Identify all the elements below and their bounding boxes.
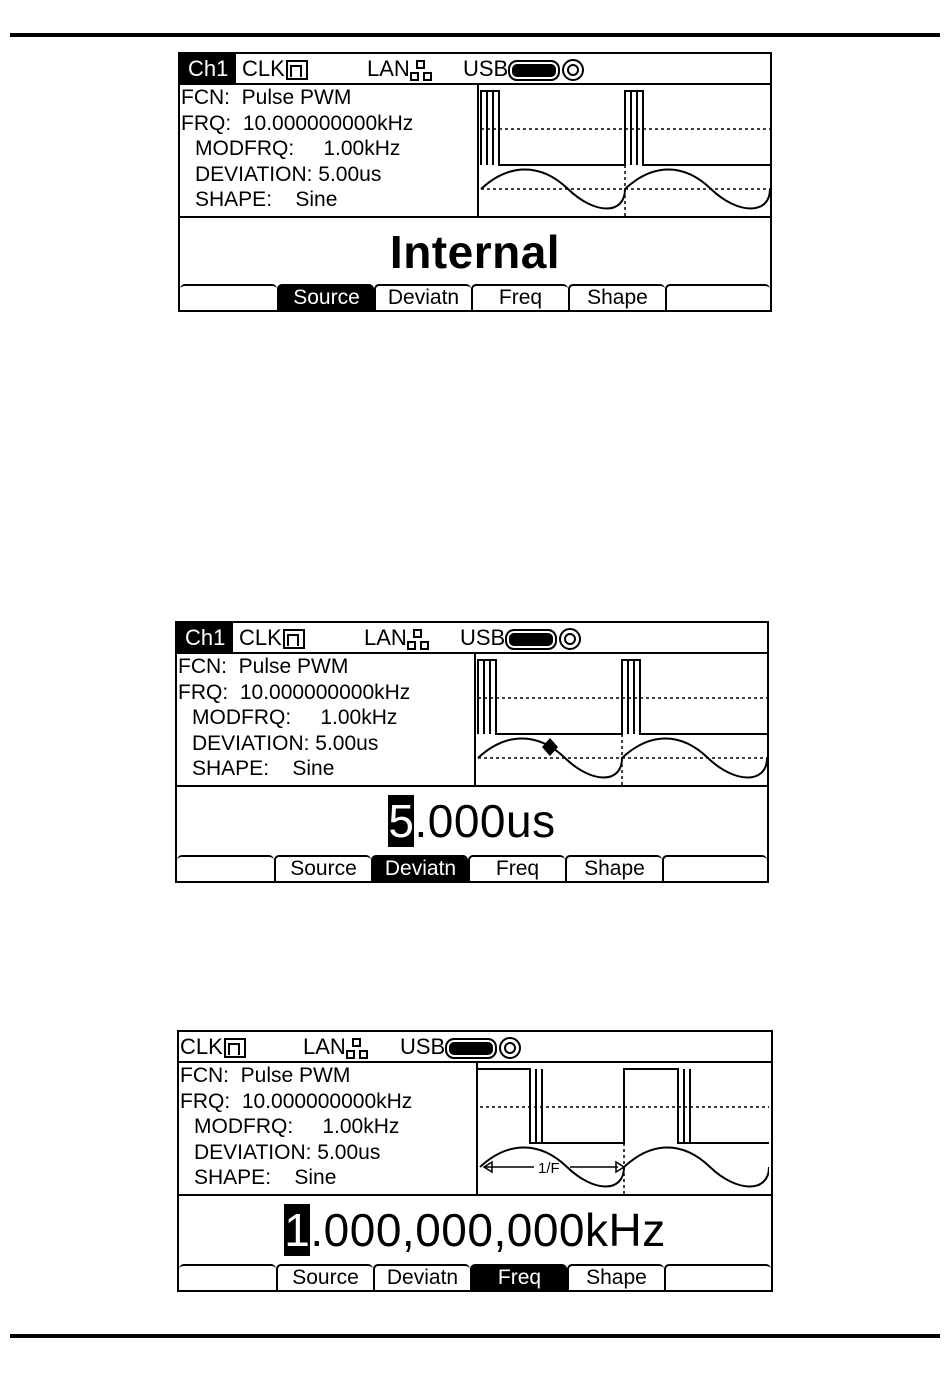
usb-ring-icon xyxy=(562,59,584,81)
clk-label: CLK xyxy=(239,623,305,652)
period-label: 1/F xyxy=(538,1160,560,1177)
waveform-preview xyxy=(476,654,767,785)
softkey-shape[interactable]: Shape xyxy=(568,284,665,310)
lcd-screen-source xyxy=(178,52,772,312)
lan-label: LAN xyxy=(367,54,432,83)
softkey-freq[interactable]: Freq xyxy=(468,855,565,881)
entry-value: .000us xyxy=(414,795,556,847)
usb-label: USB xyxy=(463,54,584,83)
deviation-value: DEVIATION: 5.00us xyxy=(192,731,379,755)
clock-pulse-icon xyxy=(283,629,305,649)
lan-network-icon xyxy=(407,629,429,649)
softkey-source[interactable]: Source xyxy=(274,855,371,881)
waveform-preview xyxy=(479,85,770,216)
fcn-value: FCN: Pulse PWM xyxy=(178,655,349,678)
value-display xyxy=(180,216,770,286)
softkey-shape[interactable]: Shape xyxy=(565,855,662,881)
modfrq-value: MODFRQ: 1.00kHz xyxy=(195,137,401,160)
softkey-blank-left[interactable] xyxy=(179,1264,276,1290)
shape-value: SHAPE: Sine xyxy=(192,757,335,780)
softkey-freq[interactable]: Freq xyxy=(470,1264,567,1290)
frq-value: FRQ: 10.000000000kHz xyxy=(180,1089,413,1113)
softkey-blank-right[interactable] xyxy=(662,855,767,881)
softkey-deviatn[interactable]: Deviatn xyxy=(371,855,468,881)
softkey-blank-right[interactable] xyxy=(665,284,770,310)
channel-badge[interactable]: Ch1 xyxy=(177,623,233,652)
lan-network-icon xyxy=(346,1038,368,1058)
softkey-blank-left[interactable] xyxy=(180,284,277,310)
shape-value: SHAPE: Sine xyxy=(194,1166,337,1189)
softkey-bar xyxy=(180,284,770,310)
deviation-value: DEVIATION: 5.00us xyxy=(195,162,382,186)
edit-cursor[interactable]: 1 xyxy=(284,1204,311,1256)
value-display xyxy=(177,785,767,855)
edit-cursor[interactable]: 5 xyxy=(388,795,415,847)
deviation-value: DEVIATION: 5.00us xyxy=(194,1140,381,1164)
lcd-screen-deviation xyxy=(175,621,769,883)
softkey-blank-left[interactable] xyxy=(177,855,274,881)
fcn-value: FCN: Pulse PWM xyxy=(180,1064,351,1087)
softkey-source[interactable]: Source xyxy=(277,284,374,310)
parameter-panel xyxy=(177,654,476,785)
bottom-rule xyxy=(10,1334,940,1338)
frq-value: FRQ: 10.000000000kHz xyxy=(181,111,414,135)
value-display xyxy=(179,1194,771,1264)
parameter-panel xyxy=(179,1063,478,1194)
modfrq-value: MODFRQ: 1.00kHz xyxy=(192,706,398,729)
fcn-value: FCN: Pulse PWM xyxy=(181,86,352,109)
usb-battery-icon xyxy=(505,629,557,650)
frq-value: FRQ: 10.000000000kHz xyxy=(178,680,411,704)
deviation-marker-icon xyxy=(542,738,558,756)
status-bar xyxy=(180,54,770,85)
softkey-freq[interactable]: Freq xyxy=(471,284,568,310)
status-bar xyxy=(179,1032,771,1063)
waveform-preview xyxy=(478,1063,769,1194)
channel-badge[interactable]: Ch1 xyxy=(180,54,236,83)
clk-label: CLK xyxy=(180,1032,246,1061)
usb-battery-icon xyxy=(508,60,560,81)
softkey-shape[interactable]: Shape xyxy=(567,1264,664,1290)
usb-ring-icon xyxy=(559,628,581,650)
lan-label: LAN xyxy=(364,623,429,652)
softkey-bar xyxy=(179,1264,771,1290)
softkey-blank-right[interactable] xyxy=(664,1264,771,1290)
softkey-deviatn[interactable]: Deviatn xyxy=(373,1264,470,1290)
softkey-bar xyxy=(177,855,767,881)
lcd-screen-freq xyxy=(177,1030,773,1292)
clock-pulse-icon xyxy=(286,60,308,80)
modfrq-value: MODFRQ: 1.00kHz xyxy=(194,1115,400,1138)
parameter-panel xyxy=(180,85,479,216)
usb-battery-icon xyxy=(445,1038,497,1059)
usb-ring-icon xyxy=(499,1037,521,1059)
usb-label: USB xyxy=(400,1032,521,1061)
status-bar xyxy=(177,623,767,654)
clk-label: CLK xyxy=(242,54,308,83)
usb-label: USB xyxy=(460,623,581,652)
entry-value: .000,000,000kHz xyxy=(310,1204,666,1256)
lan-network-icon xyxy=(410,60,432,80)
top-rule xyxy=(10,33,940,37)
lan-label: LAN xyxy=(303,1032,368,1061)
softkey-deviatn[interactable]: Deviatn xyxy=(374,284,471,310)
clock-pulse-icon xyxy=(224,1038,246,1058)
entry-value: Internal xyxy=(389,226,561,278)
softkey-source[interactable]: Source xyxy=(276,1264,373,1290)
shape-value: SHAPE: Sine xyxy=(195,188,338,211)
